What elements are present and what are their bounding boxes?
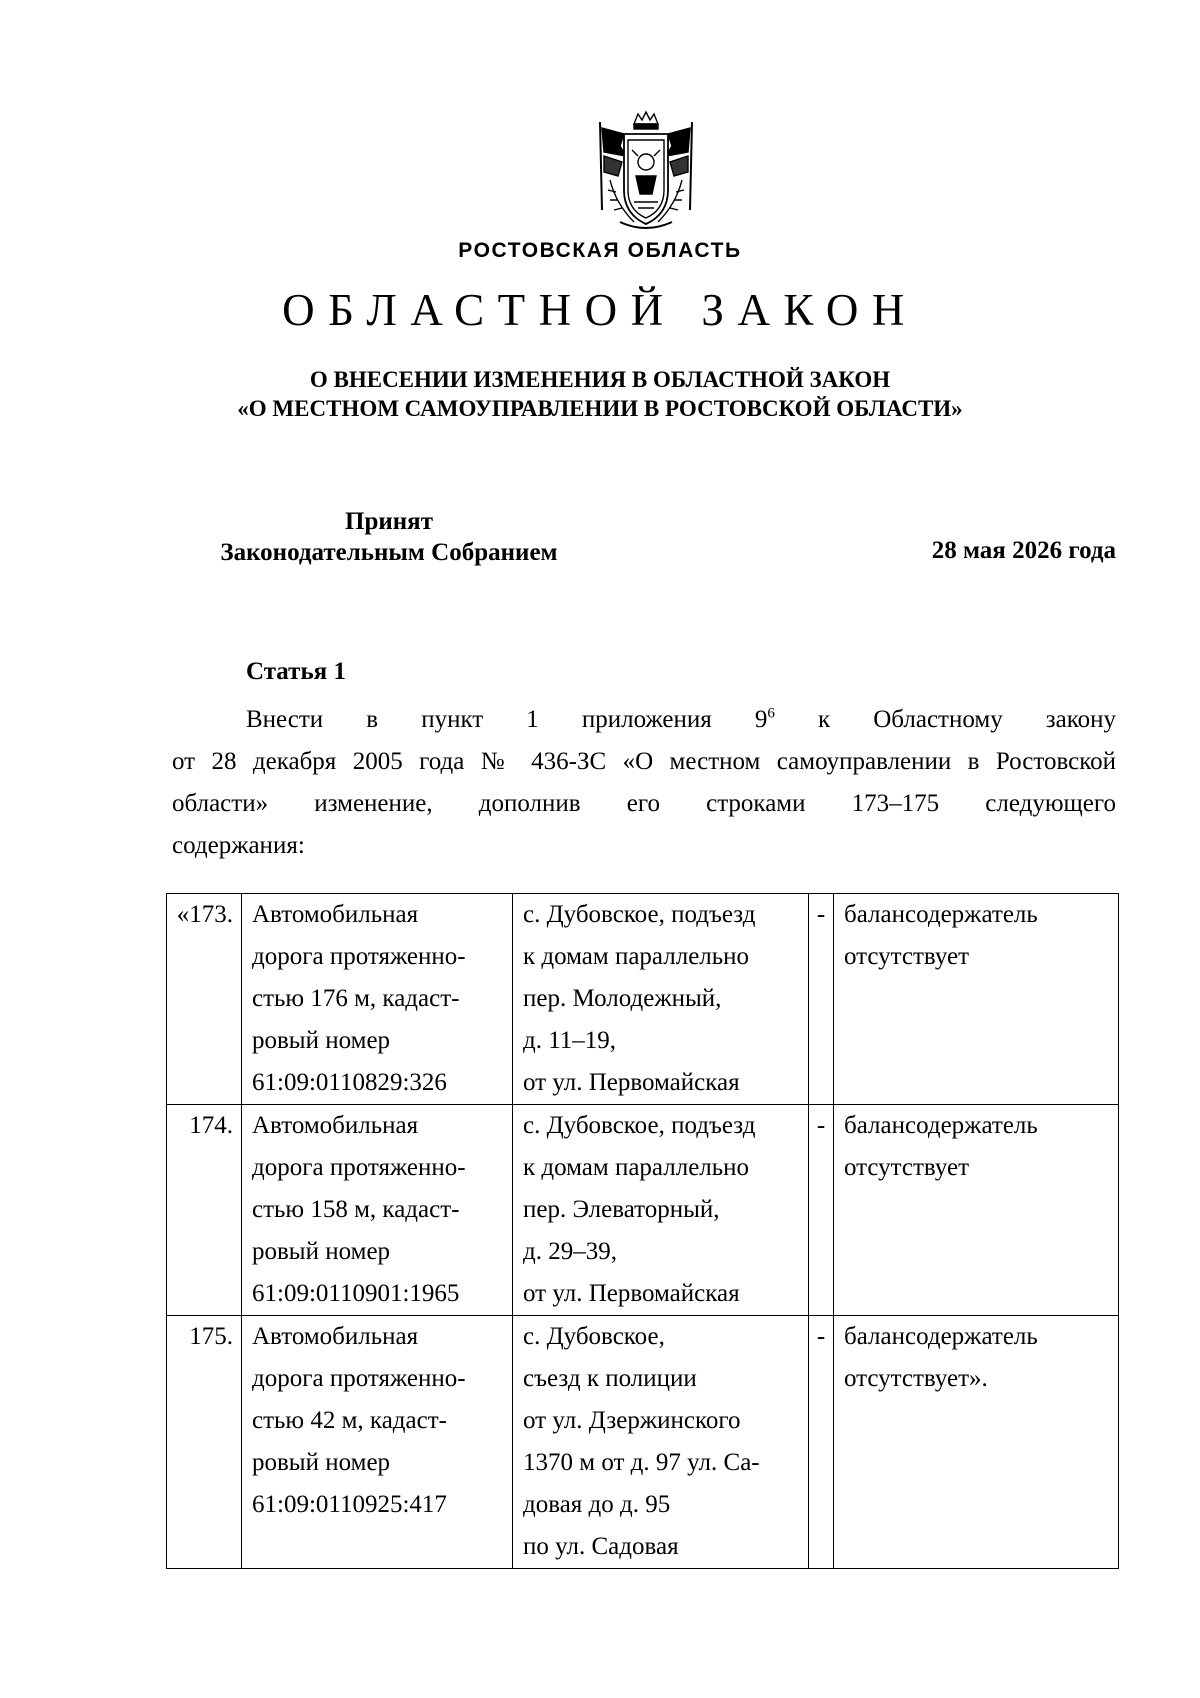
row-number: 174. [189, 1112, 233, 1139]
road-location-line: к домам параллельно [523, 1154, 750, 1181]
row-number-cell [167, 1105, 242, 1316]
word: к [817, 706, 831, 733]
table-row [167, 1316, 1119, 1569]
road-location-line: к домам параллельно [523, 943, 750, 970]
adoption-body: Законодательным Собранием [220, 539, 558, 566]
road-location-line: д. 29–39, [523, 1238, 617, 1265]
road-description-line: дорога протяженно- [252, 1154, 466, 1181]
balance-holder-line: отсутствует [844, 943, 970, 970]
dash-mark: - [816, 1112, 826, 1139]
balance-holder-line: балансодержатель [844, 1323, 1038, 1350]
word: 1 [526, 706, 539, 733]
road-description-cell [242, 1105, 513, 1316]
row-number-cell [167, 1316, 242, 1569]
road-description-cell [242, 894, 513, 1105]
word: Областному [873, 706, 1003, 733]
balance-holder-line: балансодержатель [844, 1112, 1038, 1139]
adoption-block [174, 506, 604, 568]
road-location-line: от ул. Первомайская [523, 1280, 740, 1307]
balance-holder-line: отсутствует [844, 1154, 970, 1181]
road-location-cell [513, 894, 809, 1105]
road-description-line: Автомобильная [252, 1112, 419, 1139]
road-location-line: съезд к полиции [523, 1365, 697, 1392]
article-text-line-3: области» изменение, дополнив его строками 173–175 следующего [172, 790, 1116, 817]
law-type-heading: ОБЛАСТНОЙ ЗАКОН [282, 285, 918, 335]
row-number: 175. [189, 1323, 233, 1350]
table-row [167, 894, 1119, 1105]
article-text-line-1 [172, 699, 1116, 741]
road-description-line: Автомобильная [252, 901, 419, 928]
road-description-line: Автомобильная [252, 1323, 419, 1350]
table-row [167, 1105, 1119, 1316]
road-description-line: ровый номер [252, 1027, 391, 1054]
word: Внести [246, 706, 324, 733]
road-location-line: 1370 м от д. 97 ул. Са- [523, 1449, 760, 1476]
appendix-number: $9^6$ [754, 705, 775, 733]
road-location-line: с. Дубовское, [523, 1323, 665, 1350]
road-location-line: д. 11–19, [523, 1027, 617, 1054]
road-description-line: дорога протяженно- [252, 1365, 466, 1392]
road-location-line: пер. Молодежный, [523, 985, 722, 1012]
road-description-line: ровый номер [252, 1238, 391, 1265]
row-number: «173. [176, 901, 233, 928]
dash-cell [809, 894, 834, 1105]
adoption-date: 28 мая 2026 года [931, 537, 1116, 564]
road-location-line: довая до д. 95 [523, 1491, 671, 1518]
balance-holder-cell [834, 894, 1119, 1105]
road-description-line: 61:09:0110901:1965 [252, 1280, 460, 1307]
article-heading: Статья 1 [246, 658, 346, 685]
dash-mark: - [816, 901, 826, 928]
word: в [366, 706, 379, 733]
law-title-line: О ВНЕСЕНИИ ИЗМЕНЕНИЯ В ОБЛАСТНОЙ ЗАКОН [309, 367, 891, 392]
road-location-line: с. Дубовское, подъезд [523, 901, 756, 928]
road-description-line: 61:09:0110829:326 [252, 1069, 447, 1096]
roads-table [166, 893, 1119, 1569]
roads-table-body [167, 894, 1119, 1569]
dash-cell [809, 1316, 834, 1569]
article-text-line-2: от 28 декабря 2005 года № 436-ЗС «О местном самоуправлении в Ростовской [172, 748, 1116, 775]
road-description-line: стью 158 м, кадаст- [252, 1196, 460, 1223]
balance-holder-cell [834, 1316, 1119, 1569]
balance-holder-line: отсутствует». [844, 1365, 988, 1392]
coat-of-arms-emblem [590, 110, 702, 234]
law-title [0, 365, 1200, 423]
road-description-line: стью 42 м, кадаст- [252, 1407, 447, 1434]
road-location-line: от ул. Первомайская [523, 1069, 740, 1096]
appendix-superscript: 6 [767, 705, 775, 722]
road-description-line: стью 176 м, кадаст- [252, 985, 460, 1012]
road-description-line: ровый номер [252, 1449, 391, 1476]
word: приложения [581, 706, 712, 733]
road-description-line: 61:09:0110925:417 [252, 1491, 447, 1518]
road-location-cell [513, 1316, 809, 1569]
road-location-line: пер. Элеваторный, [523, 1196, 720, 1223]
balance-holder-line: балансодержатель [844, 901, 1038, 928]
adoption-line: Принят [345, 508, 433, 535]
road-location-line: с. Дубовское, подъезд [523, 1112, 756, 1139]
region-name: РОСТОВСКАЯ ОБЛАСТЬ [458, 239, 742, 262]
law-title-line: «О МЕСТНОМ САМОУПРАВЛЕНИИ В РОСТОВСКОЙ ОБЛАСТИ» [237, 396, 963, 421]
dash-mark: - [816, 1323, 826, 1350]
word: закону [1045, 706, 1117, 733]
article-text-line-4: содержания: [172, 832, 305, 859]
road-location-line: по ул. Садовая [523, 1533, 679, 1560]
dash-cell [809, 1105, 834, 1316]
road-location-line: от ул. Дзержинского [523, 1407, 741, 1434]
road-description-line: дорога протяженно- [252, 943, 466, 970]
road-description-cell [242, 1316, 513, 1569]
balance-holder-cell [834, 1105, 1119, 1316]
road-location-cell [513, 1105, 809, 1316]
word: пункт [421, 706, 484, 733]
row-number-cell [167, 894, 242, 1105]
